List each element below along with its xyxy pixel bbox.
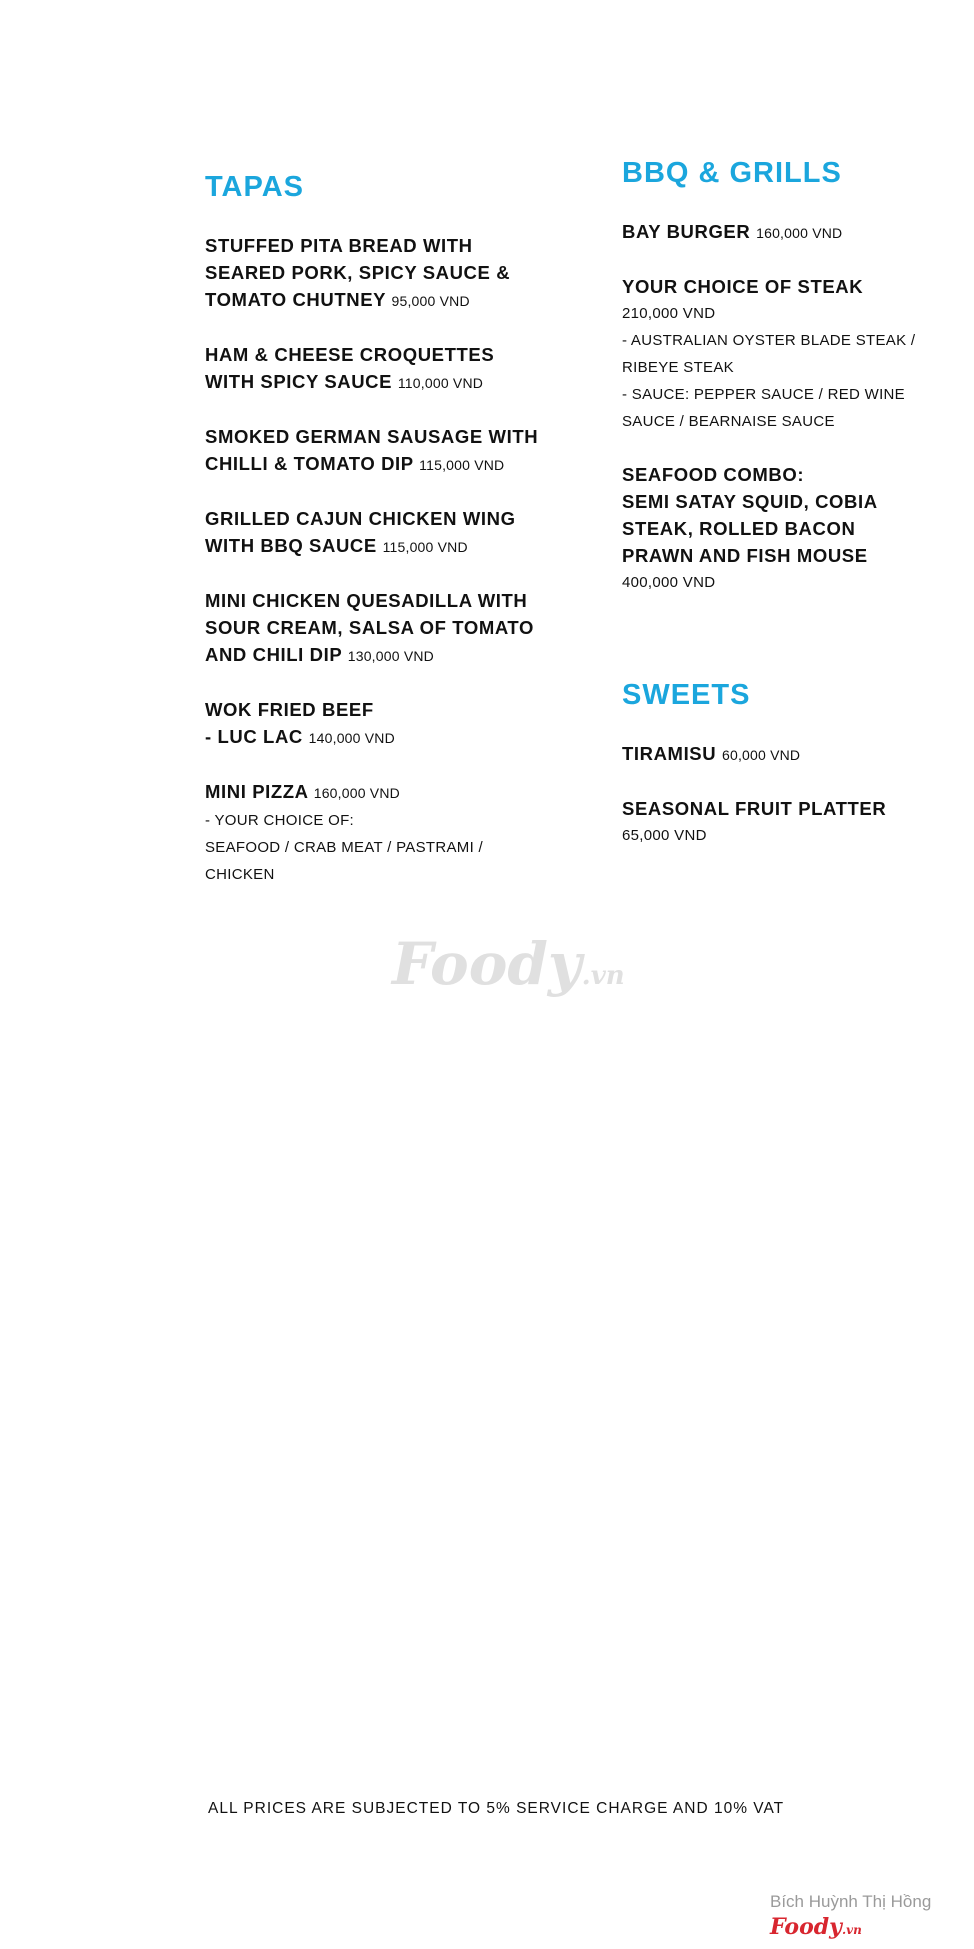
menu-item-name-line: WITH SPICY SAUCE: [205, 370, 393, 392]
tapas-title: TAPAS: [205, 171, 304, 203]
menu-item-name-line: STEAK, ROLLED BACON: [622, 517, 856, 539]
credit-logo-suffix: .vn: [841, 1923, 862, 1937]
menu-item: [205, 232, 565, 315]
tapas-column: [205, 172, 565, 914]
credit-author: Bích Huỳnh Thị Hồng: [770, 1892, 932, 1911]
tapas-items: [205, 232, 565, 888]
menu-item-name-line: PRAWN AND FISH MOUSE: [622, 544, 868, 566]
menu-item-detail: - YOUR CHOICE OF:: [205, 811, 354, 829]
menu-item-name-line: SEASONAL FRUIT PLATTER: [622, 797, 887, 819]
menu-item: [205, 341, 565, 397]
menu-item-name-line: SEMI SATAY SQUID, COBIA: [622, 490, 878, 512]
menu-item-price: 400,000 VND: [622, 573, 716, 591]
menu-item-name-line: WOK FRIED BEEF: [205, 698, 374, 720]
menu-item-name-line: SEAFOOD COMBO:: [622, 463, 805, 485]
watermark-suffix: .vn: [581, 961, 625, 991]
menu-item-price: 160,000 VND: [756, 224, 843, 241]
menu-item: [622, 461, 952, 596]
menu-item-price: 95,000 VND: [391, 292, 470, 309]
menu-item: [205, 505, 565, 561]
menu-item-price: 115,000 VND: [419, 456, 505, 473]
menu-item: [205, 423, 565, 479]
menu-item-name: [622, 461, 952, 569]
menu-item-name-line: GRILLED CAJUN CHICKEN WING: [205, 507, 516, 529]
price-footnote: ALL PRICES ARE SUBJECTED TO 5% SERVICE CHARGE AND 10% VAT: [208, 1800, 785, 1817]
right-column: [622, 158, 952, 875]
menu-item-price: 60,000 VND: [721, 746, 801, 763]
menu-item: [205, 696, 565, 752]
menu-item-price: 110,000 VND: [397, 374, 484, 391]
menu-item-detail: SAUCE / BEARNAISE SAUCE: [622, 412, 835, 430]
sweets-title: SWEETS: [622, 678, 751, 711]
menu-item-name-line: YOUR CHOICE OF STEAK: [622, 275, 864, 297]
watermark-brand: Foody: [392, 930, 582, 998]
menu-item-name: [622, 273, 952, 300]
menu-item-price: 65,000 VND: [622, 826, 707, 844]
menu-item-name-line: SEARED PORK, SPICY SAUCE &: [205, 261, 511, 283]
menu-item-detail: - SAUCE: PEPPER SAUCE / RED WINE: [622, 385, 905, 403]
menu-item-name: [205, 778, 565, 807]
menu-item-price: 115,000 VND: [382, 538, 468, 555]
bbq-items: [622, 218, 952, 596]
menu-item-detail: RIBEYE STEAK: [622, 358, 734, 376]
menu-item: [622, 273, 952, 435]
credit-logo-brand: Foody: [770, 1914, 842, 1940]
menu-item-name-line: WITH BBQ SAUCE: [205, 534, 377, 556]
menu-item-price: 140,000 VND: [308, 729, 395, 746]
menu-item: [622, 795, 952, 849]
menu-item-name: [622, 218, 952, 247]
menu-item: [622, 740, 952, 769]
menu-item-name: [205, 505, 565, 561]
menu-item-name-line: MINI PIZZA: [205, 780, 308, 802]
menu-item-name-line: TIRAMISU: [622, 742, 717, 764]
bbq-title: BBQ & GRILLS: [622, 157, 842, 189]
menu-item-name-line: - LUC LAC: [205, 725, 303, 747]
menu-item-name: [622, 740, 952, 769]
menu-item-name: [205, 232, 565, 315]
menu-item-detail: CHICKEN: [205, 865, 275, 883]
menu-item-name-line: MINI CHICKEN QUESADILLA WITH: [205, 589, 528, 611]
menu-item: [622, 218, 952, 247]
menu-item-price: 210,000 VND: [622, 304, 716, 322]
menu-item-price: 160,000 VND: [313, 784, 400, 801]
menu-item-name-line: STUFFED PITA BREAD WITH: [205, 234, 473, 256]
menu-item-name-line: TOMATO CHUTNEY: [205, 288, 386, 310]
menu-item-name-line: HAM & CHEESE CROQUETTES: [205, 343, 495, 365]
menu-item-name-line: CHILLI & TOMATO DIP: [205, 452, 414, 474]
menu-item: [205, 587, 565, 670]
menu-item-name: [205, 341, 565, 397]
menu-item-name-line: BAY BURGER: [622, 220, 751, 242]
menu-item-name: [205, 587, 565, 670]
menu-item-price: 130,000 VND: [347, 647, 434, 664]
menu-item-name-line: SOUR CREAM, SALSA OF TOMATO: [205, 616, 534, 638]
menu-item: [205, 778, 565, 888]
menu-item-name: [205, 423, 565, 479]
menu-item-detail: - AUSTRALIAN OYSTER BLADE STEAK /: [622, 331, 916, 349]
credit-logo: [770, 1914, 862, 1940]
menu-item-name: [622, 795, 952, 822]
menu-item-name: [205, 696, 565, 752]
menu-item-name-line: AND CHILI DIP: [205, 643, 342, 665]
sweets-items: [622, 740, 952, 849]
menu-item-name-line: SMOKED GERMAN SAUSAGE WITH: [205, 425, 539, 447]
foody-watermark: [392, 930, 625, 998]
menu-item-detail: SEAFOOD / CRAB MEAT / PASTRAMI /: [205, 838, 483, 856]
